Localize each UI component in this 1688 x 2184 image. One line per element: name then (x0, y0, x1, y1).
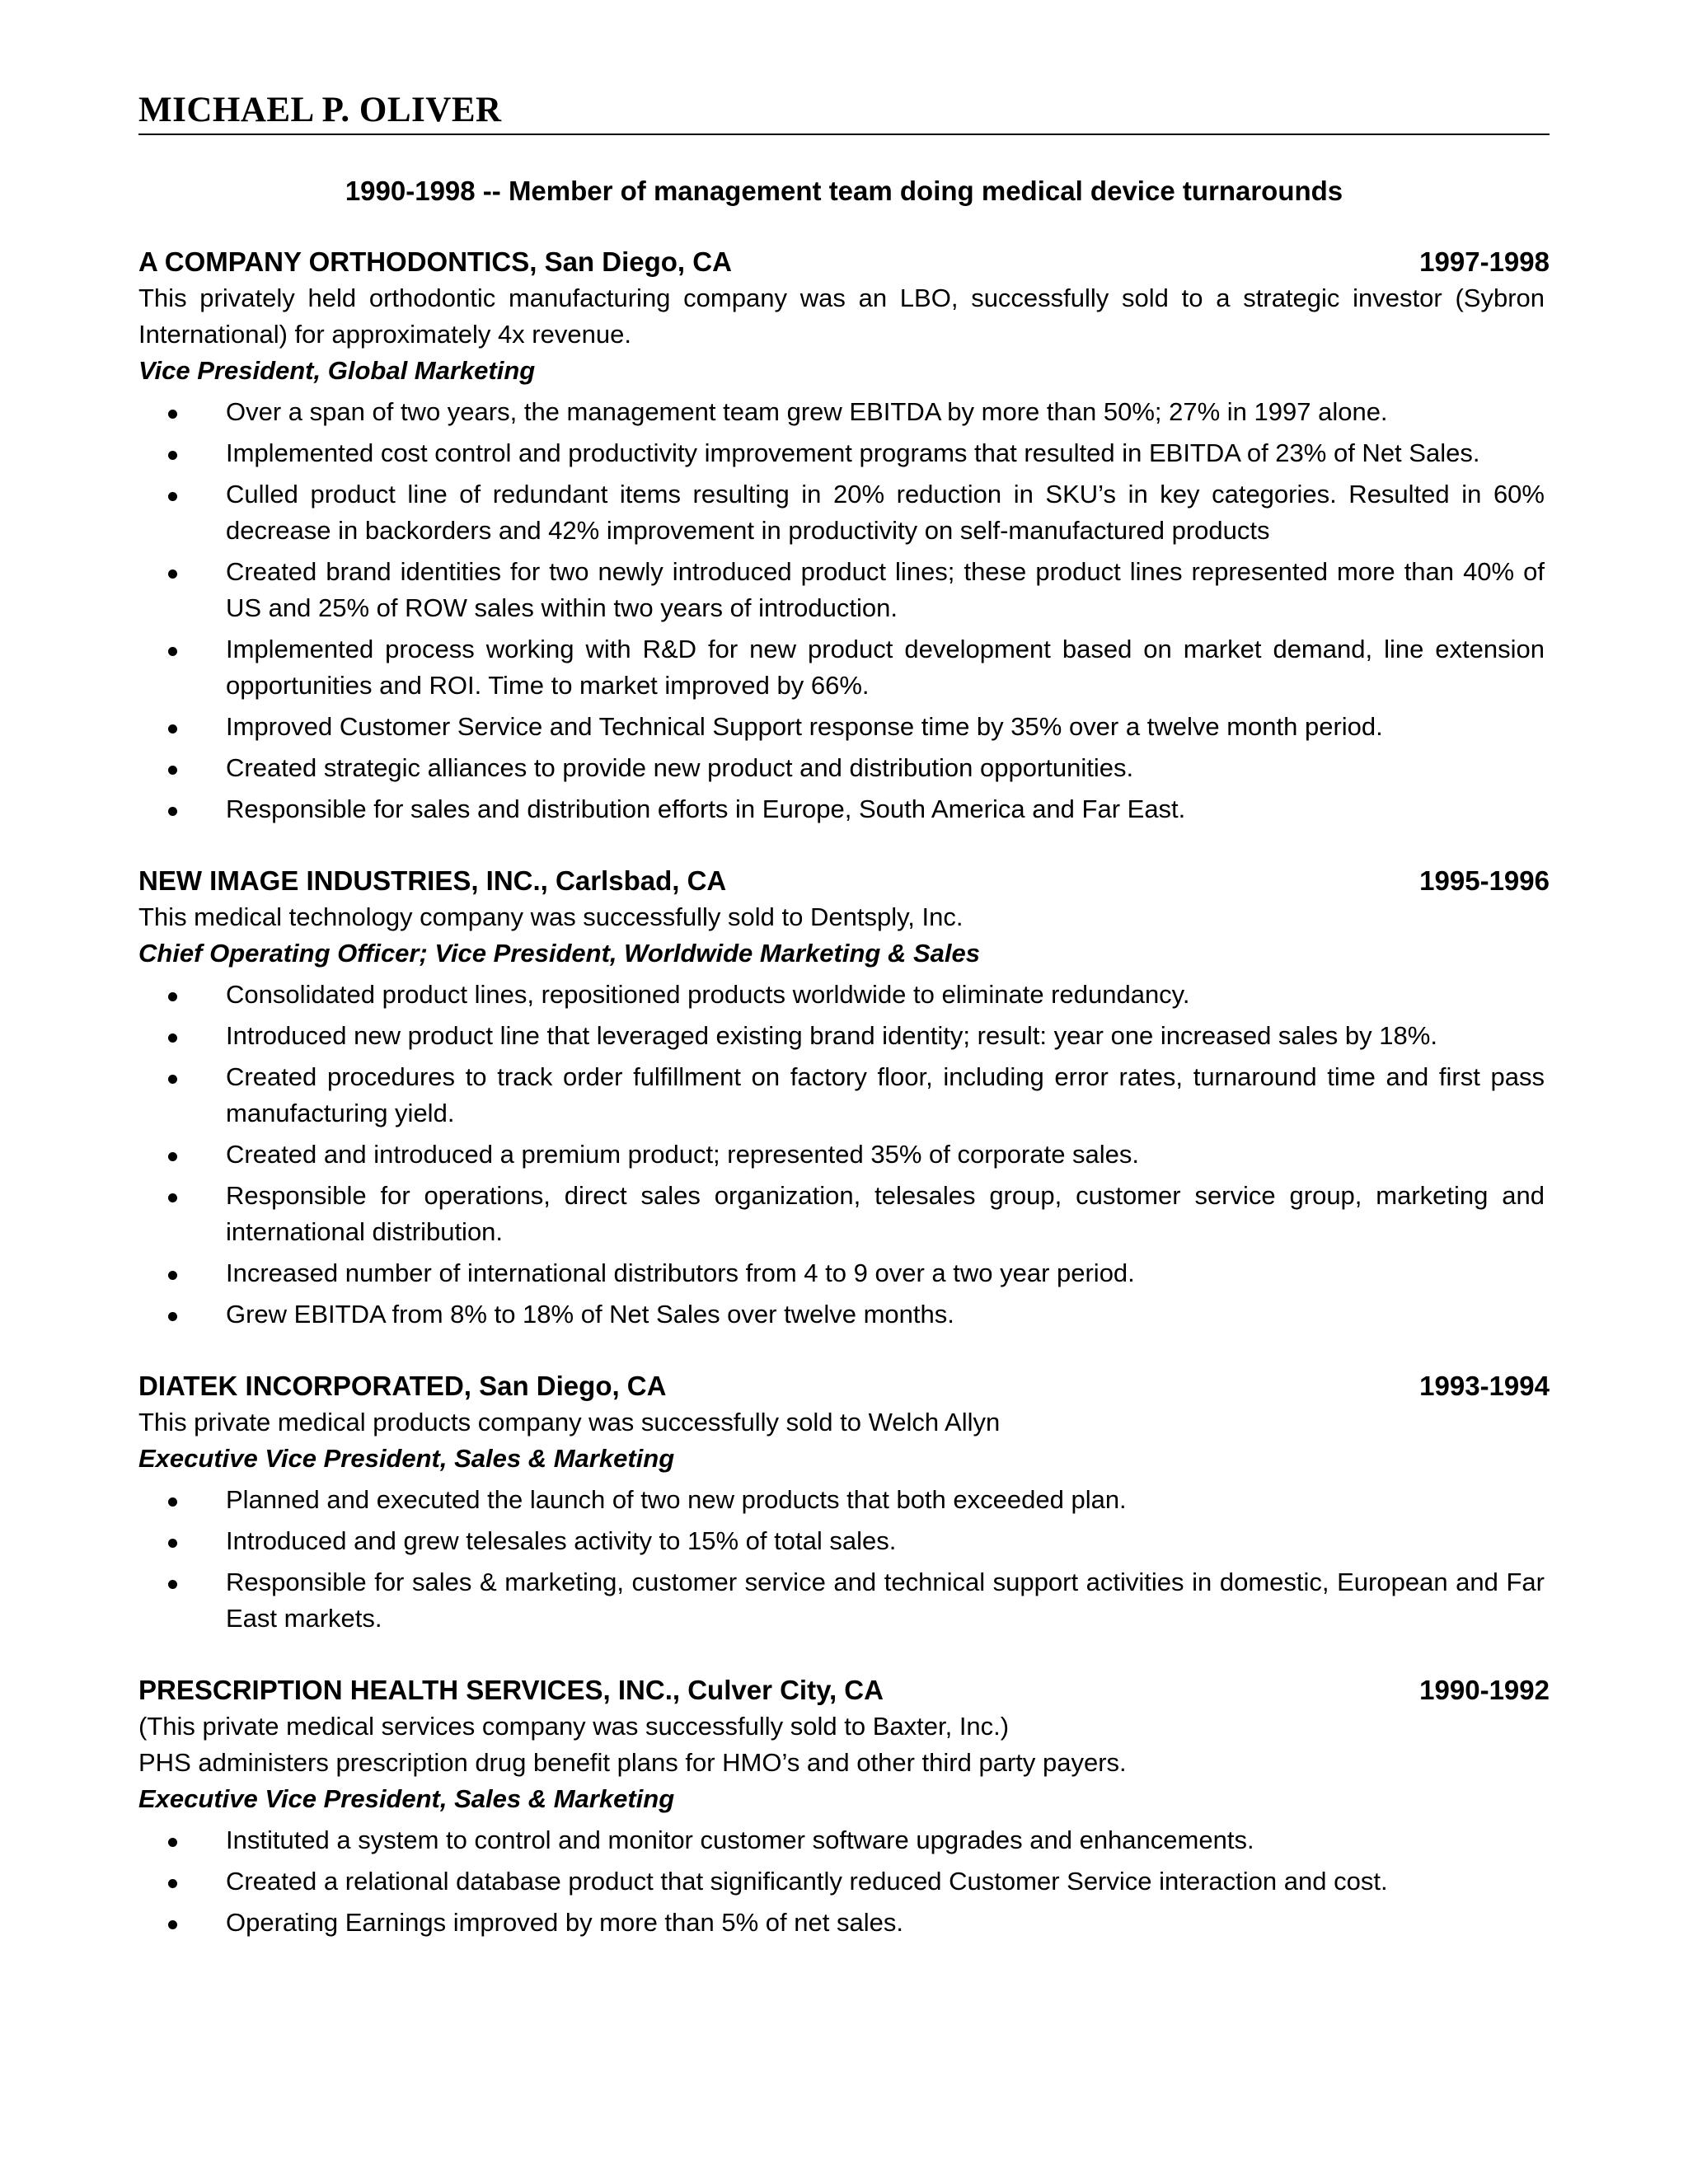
company-description: This medical technology company was successfully sold to Dentsply, Inc. (138, 902, 964, 931)
bullet-icon (168, 992, 177, 1001)
achievement-item: Responsible for operations, direct sales organization, telesales group, customer service group, marketing and international distribution. (138, 1178, 1545, 1250)
bullet-icon (168, 492, 177, 501)
job-dates: 1990-1992 (1419, 1675, 1550, 1705)
achievement-item: Created and introduced a premium product; represented 35% of corporate sales. (138, 1137, 1545, 1173)
bullet-icon (168, 1580, 177, 1589)
achievement-item: Responsible for sales & marketing, customer service and technical support activities in domestic, European and Far East markets. (138, 1564, 1545, 1637)
bullet-icon (168, 1879, 177, 1888)
achievement-item: Consolidated product lines, repositioned products worldwide to eliminate redundancy. (138, 977, 1545, 1013)
job-section (138, 1672, 1550, 1941)
bullet-icon (168, 1497, 177, 1507)
achievement-item: Created brand identities for two newly introduced product lines; these product lines represented more than 40% of US and 25% of ROW sales within two years of introduction. (138, 554, 1545, 626)
company-name: A COMPANY ORTHODONTICS, San Diego, CA (138, 246, 732, 277)
bullet-icon (168, 1312, 177, 1321)
achievement-item: Created strategic alliances to provide new product and distribution opportunities. (138, 750, 1545, 786)
bullet-icon (168, 1539, 177, 1548)
job-dates: 1993-1994 (1419, 1371, 1550, 1401)
achievement-item: Responsible for sales and distribution efforts in Europe, South America and Far East. (138, 791, 1545, 827)
company-description: This private medical products company was successfully sold to Welch Allyn (138, 1408, 1001, 1436)
achievement-item: Increased number of international distributors from 4 to 9 over a two year period. (138, 1255, 1545, 1291)
company-description: PHS administers prescription drug benefit plans for HMO’s and other third party payers. (138, 1748, 1127, 1777)
bullet-icon (168, 1271, 177, 1280)
bullet-icon (168, 1033, 177, 1043)
company-description: This privately held orthodontic manufacturing company was an LBO, successfully sold to a strategic investor (Sybron International) for approximately 4x revenue. (138, 284, 1545, 349)
job-dates: 1997-1998 (1419, 246, 1550, 277)
company-name: DIATEK INCORPORATED, San Diego, CA (138, 1371, 667, 1401)
bullet-icon (168, 1193, 177, 1202)
company-name: NEW IMAGE INDUSTRIES, INC., Carlsbad, CA (138, 865, 727, 896)
job-section (138, 1368, 1550, 1637)
achievement-list (138, 1482, 1550, 1637)
achievement-item: Grew EBITDA from 8% to 18% of Net Sales over twelve months. (138, 1296, 1545, 1333)
achievement-item: Introduced and grew telesales activity to 15% of total sales. (138, 1523, 1545, 1559)
job-header (138, 1368, 1550, 1404)
achievement-item: Created procedures to track order fulfillment on factory floor, including error rates, turnaround time and first pass manufacturing yield. (138, 1059, 1545, 1132)
achievement-item: Operating Earnings improved by more than 5% of net sales. (138, 1905, 1545, 1941)
bullet-icon (168, 1838, 177, 1847)
company-name: PRESCRIPTION HEALTH SERVICES, INC., Culver City, CA (138, 1675, 884, 1705)
resume-page (138, 89, 1550, 1946)
job-header (138, 244, 1550, 280)
bullet-icon (168, 569, 177, 579)
job-title: Executive Vice President, Sales & Marketing (138, 1784, 675, 1813)
job-header (138, 1672, 1550, 1708)
bullet-icon (168, 410, 177, 419)
achievement-item: Improved Customer Service and Technical Support response time by 35% over a twelve month period. (138, 709, 1545, 745)
bullet-icon (168, 1152, 177, 1161)
company-description: (This private medical services company was successfully sold to Baxter, Inc.) (138, 1712, 1010, 1741)
achievement-item: Planned and executed the launch of two new products that both exceeded plan. (138, 1482, 1545, 1518)
bullet-icon (168, 807, 177, 816)
bullet-icon (168, 766, 177, 775)
achievement-item: Instituted a system to control and monitor customer software upgrades and enhancements. (138, 1822, 1545, 1858)
job-section (138, 863, 1550, 1333)
achievement-item: Created a relational database product that significantly reduced Customer Service interaction and cost. (138, 1863, 1545, 1900)
bullet-icon (168, 1920, 177, 1929)
achievement-item: Over a span of two years, the management team grew EBITDA by more than 50%; 27% in 1997 alone. (138, 394, 1545, 430)
job-section (138, 244, 1550, 827)
bullet-icon (168, 647, 177, 656)
achievement-list (138, 1822, 1550, 1941)
bullet-icon (168, 724, 177, 733)
bullet-icon (168, 451, 177, 460)
achievement-item: Implemented process working with R&D for new product development based on market demand, line extension opportunities and ROI. Time to market improved by 66%. (138, 631, 1545, 704)
job-title: Vice President, Global Marketing (138, 356, 536, 385)
job-dates: 1995-1996 (1419, 865, 1550, 896)
job-title: Executive Vice President, Sales & Marketing (138, 1444, 675, 1473)
achievement-list (138, 394, 1550, 827)
candidate-name: MICHAEL P. OLIVER (138, 89, 1550, 135)
achievement-item: Introduced new product line that leveraged existing brand identity; result: year one increased sales by 18%. (138, 1018, 1545, 1054)
job-header (138, 863, 1550, 899)
achievement-list (138, 977, 1550, 1333)
career-headline: 1990-1998 -- Member of management team doing medical device turnarounds (345, 176, 1343, 206)
achievement-item: Culled product line of redundant items resulting in 20% reduction in SKU’s in key categories. Resulted in 60% decrease in backorders and 42% improvement in productivity on self-manufactured products (138, 476, 1545, 549)
achievement-item: Implemented cost control and productivity improvement programs that resulted in EBITDA of 23% of Net Sales. (138, 435, 1545, 471)
bullet-icon (168, 1075, 177, 1084)
job-title: Chief Operating Officer; Vice President, Worldwide Marketing & Sales (138, 939, 980, 968)
